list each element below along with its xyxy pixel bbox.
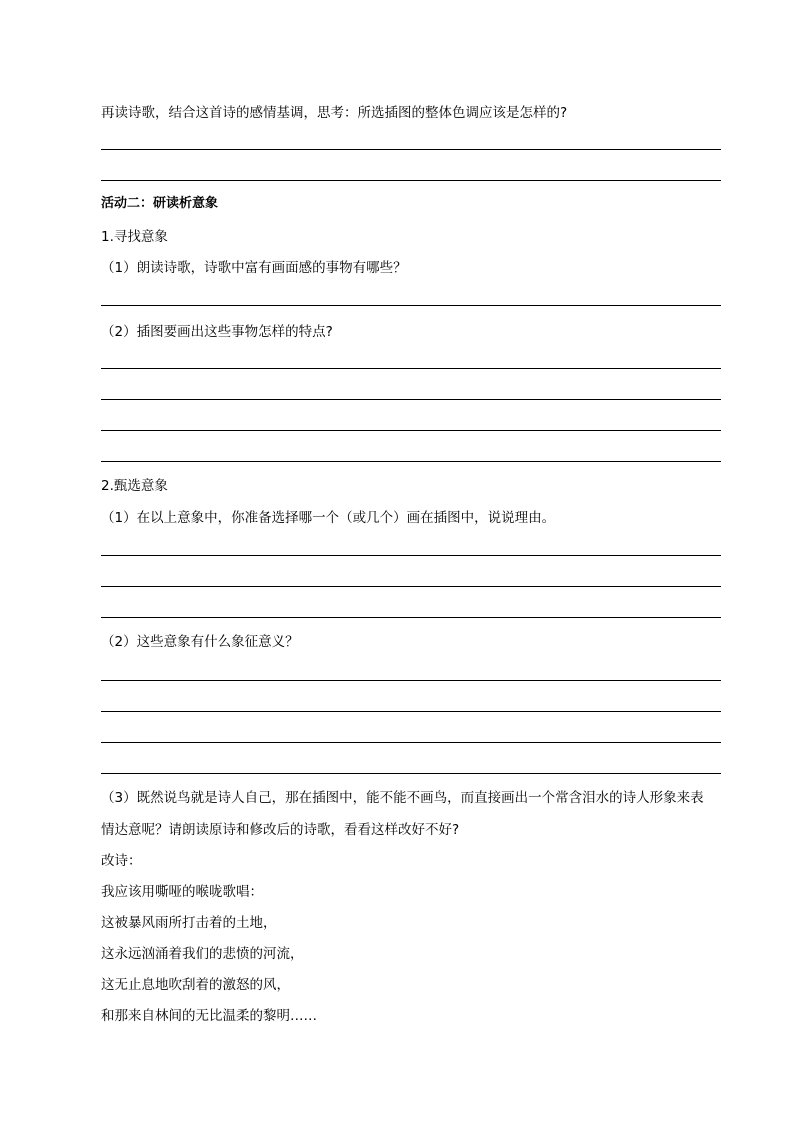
section2-question2: （2）这些意象有什么象征意义？ — [101, 634, 299, 650]
answer-line — [101, 399, 721, 400]
section2-question1: （1）在以上意象中，你准备选择哪一个（或几个）画在插图中，说说理由。 — [101, 510, 556, 526]
section2-heading: 2.甄选意象 — [101, 478, 168, 494]
answer-line — [101, 711, 721, 712]
section1-question1: （1）朗读诗歌，诗歌中富有画面感的事物有哪些？ — [101, 260, 407, 276]
section2-question3-line2: 情达意呢？请朗读原诗和修改后的诗歌，看看这样改好不好? — [101, 822, 460, 838]
answer-line — [101, 305, 721, 306]
reread-question: 再读诗歌，结合这首诗的感情基调，思考：所选插图的整体色调应该是怎样的? — [101, 105, 568, 121]
activity2-heading: 活动二：研读析意象 — [101, 196, 219, 211]
answer-line — [101, 149, 721, 150]
poem-line: 这永远汹涌着我们的悲愤的河流， — [101, 946, 304, 962]
answer-line — [101, 555, 721, 556]
answer-line — [101, 680, 721, 681]
section1-question2: （2）插图要画出这些事物怎样的特点? — [101, 324, 333, 340]
answer-line — [101, 368, 721, 369]
section1-heading: 1.寻找意象 — [101, 229, 168, 245]
answer-line — [101, 742, 721, 743]
poem-line: 这被暴风雨所打击着的土地， — [101, 915, 277, 931]
answer-line — [101, 617, 721, 618]
answer-line — [101, 773, 721, 774]
poem-line: 这无止息地吹刮着的激怒的风， — [101, 977, 290, 993]
answer-line — [101, 180, 721, 181]
poem-line: 和那来自林间的无比温柔的黎明…… — [101, 1008, 317, 1024]
answer-line — [101, 461, 721, 462]
answer-line — [101, 586, 721, 587]
answer-line — [101, 430, 721, 431]
revised-poem-label: 改诗： — [101, 853, 142, 869]
poem-line: 我应该用嘶哑的喉咙歌唱： — [101, 884, 263, 900]
section2-question3-line1: （3）既然说鸟就是诗人自己，那在插图中，能不能不画鸟，而直接画出一个常含泪水的诗人形象来表 — [101, 790, 704, 806]
